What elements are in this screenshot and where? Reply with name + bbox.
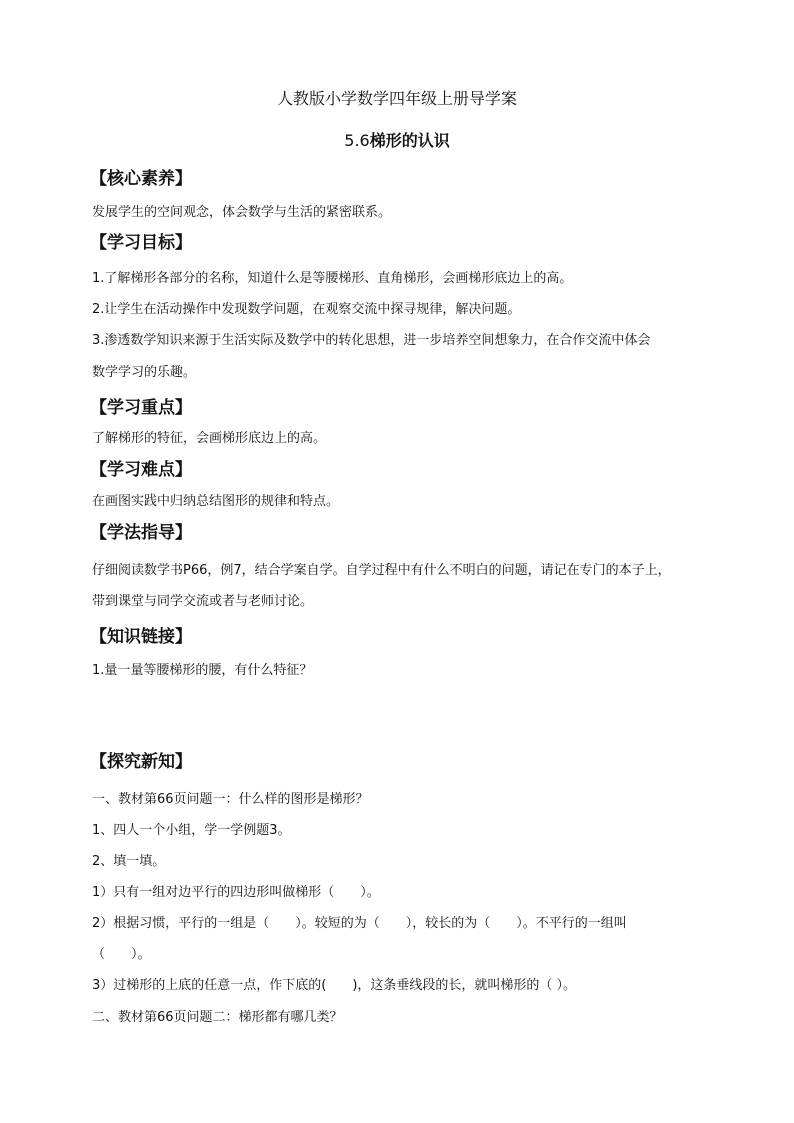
heading-link: 【知识链接】 <box>90 627 192 647</box>
explore-line-8: 二、教材第66页问题二：梯形都有哪几类？ <box>92 1010 343 1025</box>
core-text: 发展学生的空间观念，体会数学与生活的紧密联系。 <box>92 205 392 220</box>
lesson-name: 梯形的认识 <box>369 131 450 150</box>
explore-line-5: 2）根据习惯，平行的一组是（ ）。较短的为（ ），较长的为（ ）。不平行的一组叫 <box>92 916 627 931</box>
goal-item-3-cont: 数学学习的乐趣。 <box>92 365 197 380</box>
difficult-text: 在画图实践中归纳总结图形的规律和特点。 <box>92 494 340 509</box>
explore-line-3: 2、填一填。 <box>92 854 166 869</box>
heading-difficult: 【学习难点】 <box>90 460 192 480</box>
heading-key: 【学习重点】 <box>90 398 192 418</box>
explore-line-1: 一、教材第66页问题一：什么样的图形是梯形？ <box>92 792 369 807</box>
goal-item-3: 3.渗透数学知识来源于生活实际及数学中的转化思想，进一步培养空间想象力，在合作交流中体会 <box>92 333 651 348</box>
explore-line-4: 1）只有一组对边平行的四边形叫做梯形（ ）。 <box>92 885 380 900</box>
method-line-1: 仔细阅读数学书P66，例7，结合学案自学。自学过程中有什么不明白的问题，请记在专门的本子上， <box>92 563 671 578</box>
lesson-title <box>0 130 794 152</box>
link-text: 1.量一量等腰梯形的腰，有什么特征？ <box>92 663 313 678</box>
explore-line-2: 1、四人一个小组，学一学例题3。 <box>92 823 291 838</box>
key-text: 了解梯形的特征，会画梯形底边上的高。 <box>92 431 327 446</box>
explore-line-7: 3）过梯形的上底的任意一点，作下底的( )，这条垂线段的长，就叫梯形的（ ）。 <box>92 978 577 993</box>
explore-line-6: （ ）。 <box>92 947 151 962</box>
heading-method: 【学法指导】 <box>90 523 192 543</box>
heading-goals: 【学习目标】 <box>90 233 192 253</box>
lesson-number: 5.6 <box>344 131 370 150</box>
document-title: 人教版小学数学四年级上册导学案 <box>276 89 517 108</box>
heading-core: 【核心素养】 <box>90 169 192 189</box>
goal-item-1: 1.了解梯形各部分的名称，知道什么是等腰梯形、直角梯形，会画梯形底边上的高。 <box>92 271 573 286</box>
heading-explore: 【探究新知】 <box>90 752 192 772</box>
method-line-2: 带到课堂与同学交流或者与老师讨论。 <box>92 594 314 609</box>
goal-item-2: 2.让学生在活动操作中发现数学问题，在观察交流中探寻规律，解决问题。 <box>92 302 521 317</box>
